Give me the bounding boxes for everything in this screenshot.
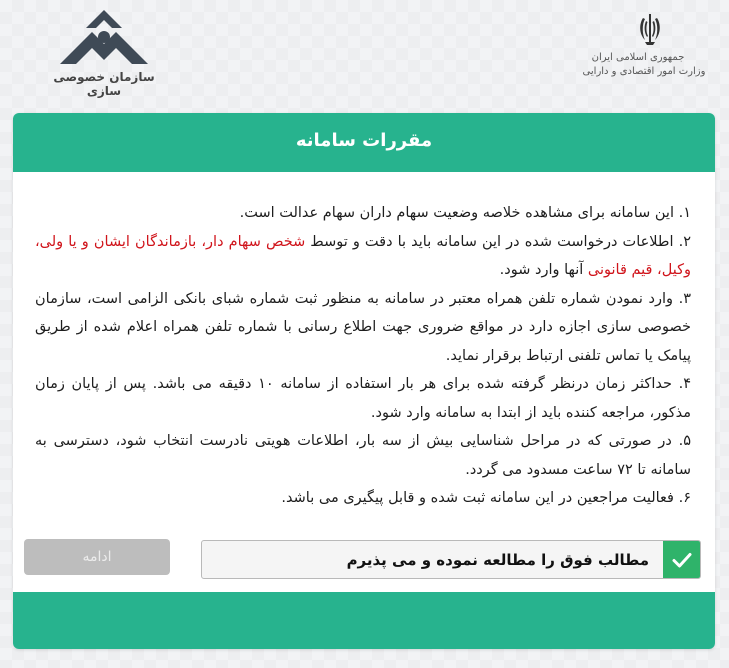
rule-item: [35, 228, 691, 285]
rule-item: [35, 199, 691, 228]
privatization-org-logo: [44, 10, 164, 98]
rules-list: [35, 199, 691, 513]
continue-button[interactable]: ادامه: [24, 539, 170, 575]
rule-text: ۲. اطلاعات درخواست شده در این سامانه باید با دقت و توسط: [305, 233, 691, 250]
rule-text: ۵. در صورتی که در مراحل شناسایی بیش از سه بار، اطلاعات هویتی نادرست انتخاب شود، دسترسی به سامانه تا ۷۲ ساعت مسدود می گردد.: [35, 433, 691, 478]
rule-text: ۳. وارد نمودن شماره تلفن همراه معتبر در سامانه به منظور ثبت شماره شبای بانکی الزامی است، سازمان خصوصی سازی اجازه دارد در مواقع ضروری جهت اطلاع رسانی با شماره تلفن همراه اعلام شده از طریق پیامک یا تماس تلفنی ارتباط برقرار نماید.: [35, 290, 691, 364]
check-icon: [671, 549, 693, 571]
privatization-logo-icon: [52, 10, 156, 66]
gov-title-line2: وزارت امور اقتصادی و دارایی: [582, 66, 706, 77]
gov-title-line1: جمهوری اسلامی ایران: [591, 52, 685, 63]
rule-text: آنها وارد شود.: [499, 262, 588, 278]
rule-text: ۶. فعالیت مراجعین در این سامانه ثبت شده و قابل پیگیری می باشد.: [281, 490, 691, 506]
iran-emblem-icon: [637, 12, 663, 46]
rule-item: [35, 427, 691, 484]
card-footer: [13, 592, 715, 649]
accept-checkbox[interactable]: [201, 540, 701, 579]
rule-text: ۱. این سامانه برای مشاهده خلاصه وضعیت سهام داران سهام عدالت است.: [239, 205, 691, 221]
card-title: مقررات سامانه: [295, 130, 433, 151]
rule-item: [35, 484, 691, 513]
card-header: [13, 113, 715, 172]
checkbox-checked[interactable]: [663, 541, 700, 578]
accept-label[interactable]: مطالب فوق را مطالعه نموده و می پذیرم: [346, 550, 649, 569]
rule-text: ۴. حداکثر زمان درنظر گرفته شده برای هر بار استفاده از سامانه ۱۰ دقیقه می باشد. پس از پایان زمان مذکور، مراجعه کننده باید از ابتدا به سامانه وارد شود.: [35, 376, 691, 421]
government-logo: [557, 12, 707, 90]
rule-item: [35, 285, 691, 371]
terms-card: [13, 113, 715, 649]
rule-highlight-text: شخص سهام دار، بازماندگان ایشان و یا ولی، وکیل، قیم قانونی: [35, 233, 691, 278]
rule-item: [35, 370, 691, 427]
page-header: [0, 0, 729, 110]
org-logo-text: سازمان خصوصی سازی: [53, 70, 155, 98]
